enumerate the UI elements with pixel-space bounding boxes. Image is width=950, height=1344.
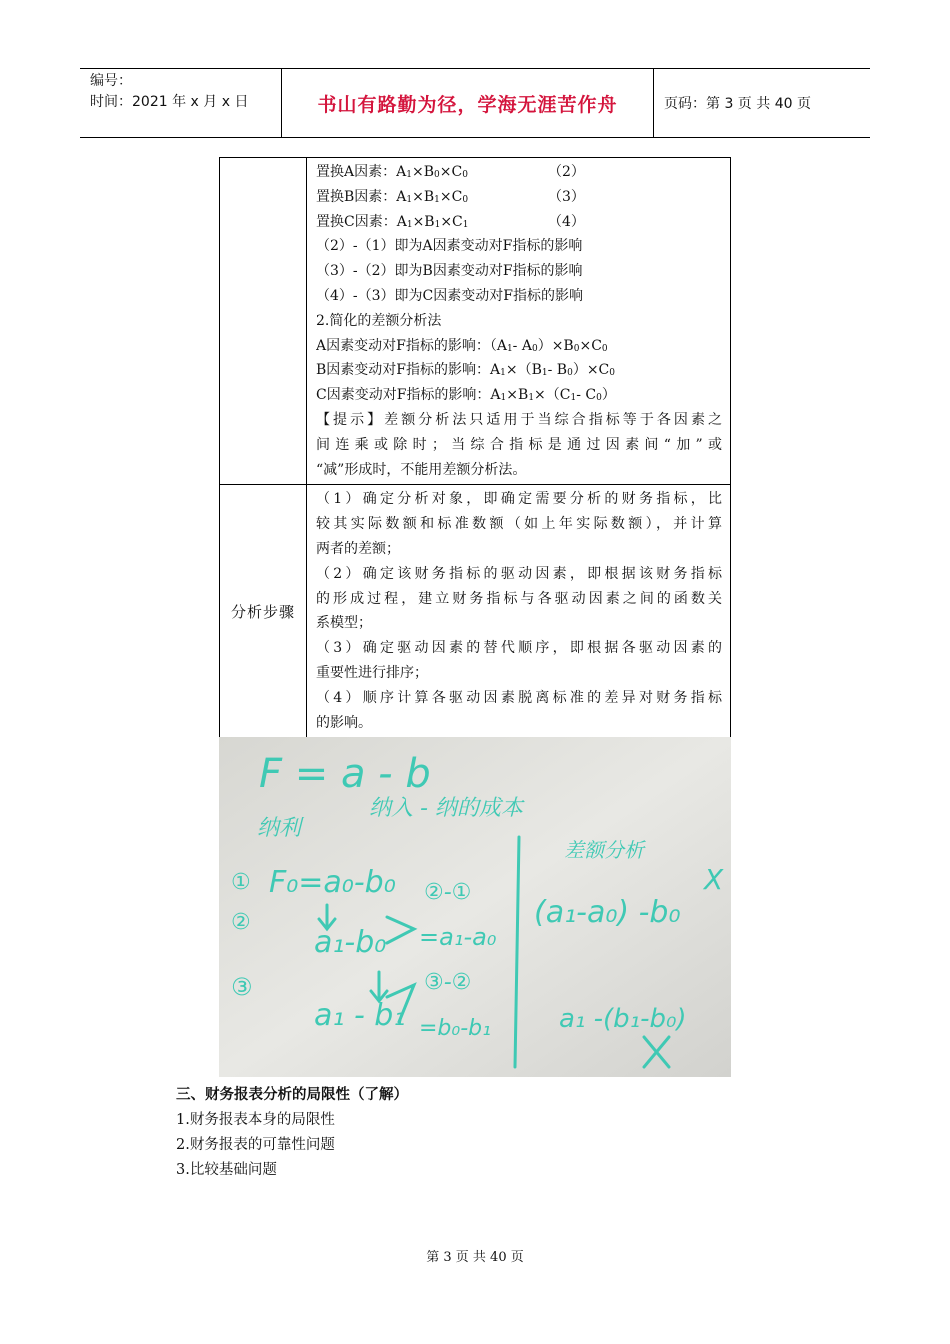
wb-result2: ③-② xyxy=(424,970,472,995)
step-line: 系模型； xyxy=(316,615,372,632)
header-meta xyxy=(80,69,282,137)
page-footer: 第 3 页 共 40 页 xyxy=(426,1250,524,1265)
page-header xyxy=(80,68,870,138)
doc-date-label: 时间：2021 年 x 月 x 日 xyxy=(90,94,249,110)
step-line: 的形成过程，建立财务指标与各驱动因素之间的函数关 xyxy=(316,590,722,607)
section-item: 2.财务报表的可靠性问题 xyxy=(176,1137,335,1153)
formula-line xyxy=(316,284,722,309)
wb-x-mark: X xyxy=(704,863,724,896)
step-line: （2）确定该财务指标的驱动因素，即根据该财务指标 xyxy=(316,565,722,582)
wb-step2-number: ② xyxy=(231,910,251,935)
wb-step3-number: ③ xyxy=(231,973,253,1001)
table-cell-steps xyxy=(307,485,730,737)
table-cell-formulas xyxy=(307,158,730,484)
method-table xyxy=(219,157,731,738)
wb-formula-top: F = a - b xyxy=(259,751,431,797)
formula-text: （4）-（3）即为C因素变动对F指标的影响 xyxy=(316,287,583,304)
tip-line: 间连乘或除时；当综合指标是通过因素间“加”或 xyxy=(316,436,722,453)
wb-right-formula2: a₁ -(b₁-b₀) xyxy=(559,1004,687,1034)
formula-line xyxy=(316,185,722,210)
formula-line xyxy=(316,234,722,259)
wb-eq1: F₀=a₀-b₀ xyxy=(269,865,396,900)
formula-text: （3）-（2）即为B因素变动对F指标的影响 xyxy=(316,263,583,280)
formula-text: B因素变动对F指标的影响：$A_1\times(B_1-$ $B_0)\times C_0$ xyxy=(316,362,616,379)
row-label-steps: 分析步骤 xyxy=(220,485,307,737)
doc-number-label: 编号： xyxy=(90,73,132,89)
wb-right-formula1: (a₁-a₀) -b₀ xyxy=(534,895,681,930)
formula-text: 置换C因素：$A_1\times B_1\times C_1$ xyxy=(316,213,469,230)
formula-line xyxy=(316,309,722,334)
wb-f-label: 纳利 xyxy=(257,816,302,841)
header-page-cell xyxy=(654,69,870,137)
formula-text: A因素变动对F指标的影响：（$A_1-$ $A_0)\times B_0\times C_0$ xyxy=(316,337,608,354)
formula-tag: （4） xyxy=(548,213,585,230)
formula-line xyxy=(316,334,722,359)
wb-step1-number: ① xyxy=(231,870,251,895)
section-item: 3.比较基础问题 xyxy=(176,1162,277,1178)
formula-text: 置换A因素：$A_1\times B_0\times C_0$ xyxy=(316,164,468,180)
table-row xyxy=(220,158,730,484)
formula-text: C因素变动对F指标的影响：$A_1\times B_1\times(C_1-$ $C_0$） xyxy=(316,387,616,404)
wb-eq2: a₁-b₀ xyxy=(314,925,387,960)
section-title: 三、财务报表分析的局限性（了解） xyxy=(176,1087,408,1103)
header-motto-cell xyxy=(282,69,654,137)
header-page-label: 页码：第 3 页 共 40 页 xyxy=(664,96,811,112)
wb-result1: ②-① xyxy=(424,880,472,905)
step-line: （1）确定分析对象，即确定需要分析的财务指标，比 xyxy=(316,491,722,508)
row-label-empty xyxy=(220,158,307,484)
formula-tag: （2） xyxy=(548,164,585,180)
formula-line xyxy=(316,210,722,235)
step-line: 重要性进行排序； xyxy=(316,664,428,681)
whiteboard-photo xyxy=(219,737,731,1077)
step-line: 两者的差额； xyxy=(316,540,400,557)
wb-eq3: a₁ - b₁ xyxy=(314,998,406,1033)
formula-tag: （3） xyxy=(548,188,585,205)
section-item: 1.财务报表本身的局限性 xyxy=(176,1112,335,1128)
formula-line xyxy=(316,358,722,383)
formula-text: （2）-（1）即为A因素变动对F指标的影响 xyxy=(316,238,583,255)
step-line: 的影响。 xyxy=(316,714,372,731)
formula-line xyxy=(316,259,722,284)
formula-text: 2.简化的差额分析法 xyxy=(316,312,442,329)
wb-right-title: 差额分析 xyxy=(564,838,644,862)
formula-text: 置换B因素：$A_1\times B_1\times C_0$ xyxy=(316,188,469,205)
header-motto: 书山有路勤为径，学海无涯苦作舟 xyxy=(317,93,618,116)
step-line: （3）确定驱动因素的替代顺序，即根据各驱动因素的 xyxy=(316,640,722,657)
formula-line xyxy=(316,383,722,408)
wb-result2b: =b₀-b₁ xyxy=(419,1016,491,1041)
tip-line: “减”形成时，不能用差额分析法。 xyxy=(316,461,527,478)
wb-result1b: =a₁-a₀ xyxy=(419,923,497,951)
formula-line xyxy=(316,160,722,185)
step-line: 较其实际数额和标准数额（如上年实际数额），并计算 xyxy=(316,516,722,533)
wb-ab-label: 纳入 - 纳的成本 xyxy=(369,796,523,821)
step-line: （4）顺序计算各驱动因素脱离标准的差异对财务指标 xyxy=(316,689,722,706)
tip-line: 【提示】差额分析法只适用于当综合指标等于各因素之 xyxy=(316,411,722,428)
table-row xyxy=(220,484,730,737)
